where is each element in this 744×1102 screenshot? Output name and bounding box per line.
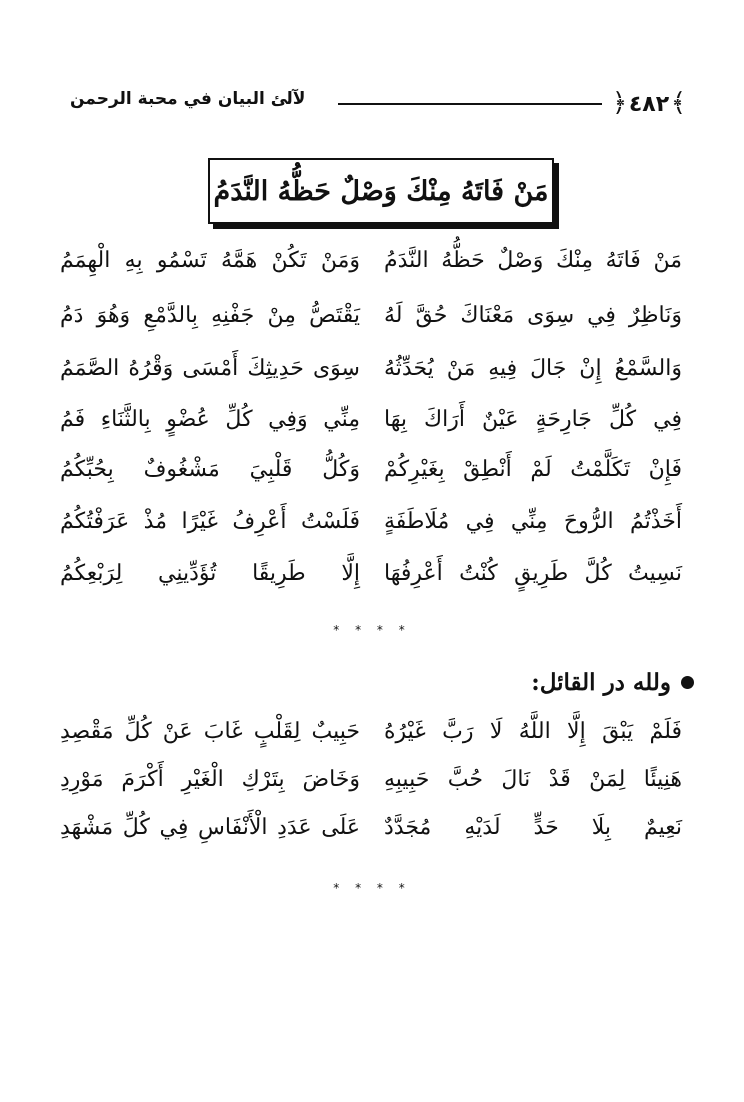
section-separator: * * * * xyxy=(333,623,411,637)
ornament-bracket-left: ﴿ xyxy=(612,88,628,118)
bullet-icon xyxy=(681,676,694,689)
running-title: لآلئ البيان في محبة الرحمن xyxy=(70,89,306,109)
poem-couplet xyxy=(0,241,744,281)
hemistich-second: عَلَى عَدَدِ الْأَنْفَاسِ فِي كُلِّ مَشْهَدِ xyxy=(60,815,360,840)
hemistich-second: وَكُلُّ قَلْبِيَ مَشْغُوفٌ بِحُبِّكُمُ xyxy=(60,457,360,482)
intro-line xyxy=(531,669,694,696)
hemistich-first: مَنْ فَاتَهُ مِنْكَ وَصْلٌ حَظُّهُ النَّدَمُ xyxy=(384,248,682,273)
hemistich-first: فَإِنْ تَكَلَّمْتُ لَمْ أَنْطِقْ بِغَيْرِكُمْ xyxy=(384,457,682,482)
poem-couplet xyxy=(0,400,744,440)
hemistich-second: مِنِّي وَفِي كُلِّ عُضْوٍ بِالثَّنَاءِ فَمُ xyxy=(60,407,360,432)
hemistich-first: نَسِيتُ كُلَّ طَرِيقٍ كُنْتُ أَعْرِفُهَا xyxy=(384,561,682,586)
poem-couplet xyxy=(0,349,744,389)
hemistich-first: أَخَذْتُمُ الرُّوحَ مِنِّي فِي مُلَاطَفَةٍ xyxy=(384,509,682,534)
hemistich-second: وَمَنْ تَكُنْ هَمَّهُ تَسْمُو بِهِ الْهِمَمُ xyxy=(60,248,360,273)
poem-couplet xyxy=(0,450,744,490)
section-title: مَنْ فَاتَهُ مِنْكَ وَصْلٌ حَظُّهُ النَّدَمُ xyxy=(208,158,554,224)
section-separator: * * * * xyxy=(333,881,411,895)
hemistich-first: وَالسَّمْعُ إِنْ جَالَ فِيهِ مَنْ يُحَدِّثُهُ xyxy=(384,356,682,381)
hemistich-second: إِلَّا طَرِيقًا تُؤَدِّينِي لِرَبْعِكُمُ xyxy=(60,561,360,586)
hemistich-first: فِي كُلِّ جَارِحَةٍ عَيْنٌ أَرَاكَ بِهَا xyxy=(384,407,682,432)
hemistich-second: حَبِيبٌ لِقَلْبٍ غَابَ عَنْ كُلِّ مَقْصِدِ xyxy=(60,719,360,744)
intro-text: ولله در القائل: xyxy=(531,669,671,696)
running-header xyxy=(70,84,688,124)
poem-couplet xyxy=(0,808,744,848)
hemistich-second: وَخَاضَ بِتَرْكِ الْغَيْرِ أَكْرَمَ مَوْرِدِ xyxy=(60,767,360,792)
hemistich-second: سِوَى حَدِيثِكَ أَمْسَى وَقْرُهُ الصَّمَمُ xyxy=(60,356,360,381)
hemistich-first: فَلَمْ يَبْقَ إِلَّا اللَّهُ لَا رَبَّ غَيْرُهُ xyxy=(384,719,682,744)
hemistich-first: نَعِيمٌ بِلَا حَدٍّ لَدَيْهِ مُجَدَّدٌ xyxy=(384,815,682,840)
page-number-text: ٤٨٢ xyxy=(628,91,670,117)
poem-couplet xyxy=(0,554,744,594)
ornament-bracket-right: ﴾ xyxy=(670,88,686,118)
hemistich-first: هَنِيئًا لِمَنْ قَدْ نَالَ حُبَّ حَبِيبِهِ xyxy=(384,767,682,792)
poem-couplet xyxy=(0,296,744,336)
page-number xyxy=(610,84,688,124)
poem-couplet xyxy=(0,760,744,800)
hemistich-first: وَنَاظِرٌ فِي سِوَى مَعْنَاكَ حُقَّ لَهُ xyxy=(384,303,682,328)
header-rule xyxy=(338,103,602,105)
poem-couplet xyxy=(0,712,744,752)
poem-couplet xyxy=(0,502,744,542)
hemistich-second: فَلَسْتُ أَعْرِفُ غَيْرًا مُذْ عَرَفْتُكُمُ xyxy=(60,509,360,534)
hemistich-second: يَقْتَصُّ مِنْ جَفْنِهِ بِالدَّمْعِ وَهُوَ دَمُ xyxy=(60,303,360,328)
